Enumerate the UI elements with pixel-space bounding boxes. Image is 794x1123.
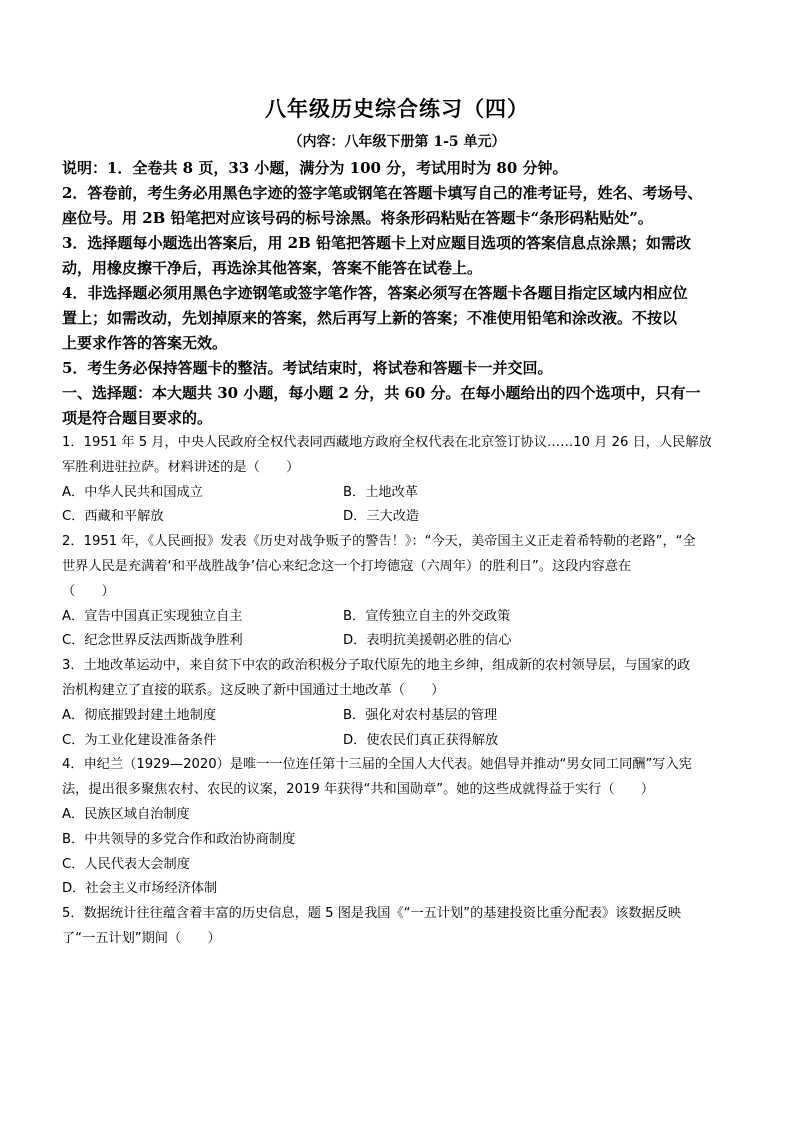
instruction-line: 4．非选择题必须用黑色字迹钢笔或签字笔作答，答案必须写在答题卡各题目指定区域内相应位 <box>62 284 688 302</box>
option-c: C．人民代表大会制度 <box>62 856 190 872</box>
options-row <box>62 505 732 530</box>
question-stem: 2．1951 年，《人民画报》发表《历史对战争贩子的警告！》：“今天，美帝国主义正走着希特勒的老路”，“全 <box>62 534 696 550</box>
section-heading-line: 项是符合题目要求的。 <box>62 409 213 427</box>
instruction-line: 3．选择题每小题选出答案后，用 2B 铅笔把答题卡上对应题目选项的答案信息点涂黑；如需改 <box>62 234 692 252</box>
options-row <box>62 629 732 654</box>
option-b: B．强化对农村基层的管理 <box>343 707 498 723</box>
instructions <box>62 156 732 381</box>
instruction-line: 上要求作答的答案无效。 <box>62 334 228 352</box>
option-d: D．使农民们真正获得解放 <box>343 732 499 748</box>
options-row <box>62 481 732 506</box>
options-row <box>62 729 732 754</box>
option-b: B．宣传独立自主的外交政策 <box>343 608 511 624</box>
question-5 <box>62 902 732 952</box>
question-4 <box>62 753 732 902</box>
question-stem: 世界人民是充满着‘和平战胜战争’信心来纪念这一个打垮德寇（六周年）的胜利日”。这段内容意在 <box>62 558 632 574</box>
option-d: D．三大改造 <box>343 509 420 525</box>
section-heading-line: 一、选择题：本大题共 30 小题，每小题 2 分，共 60 分。在每小题给出的四个选项中，只有一 <box>62 384 701 402</box>
question-2 <box>62 530 732 654</box>
instruction-line: 说明：1．全卷共 8 页，33 小题，满分为 100 分，考试用时为 80 分钟。 <box>62 159 568 177</box>
question-stem: 治机构建立了直接的联系。这反映了新中国通过土地改革（ ） <box>62 682 445 698</box>
question-stem: 4．申纪兰（1929—2020）是唯一一位连任第十三届的全国人大代表。她倡导并推动“男女同工同酬”写入宪 <box>62 757 692 773</box>
question-stem: 1．1951 年 5 月，中央人民政府全权代表同西藏地方政府全权代表在北京签订协议……10 月 26 日，人民解放 <box>62 435 712 450</box>
instruction-line: 2．答卷前，考生务必用黑色字迹的签字笔或钢笔在答题卡填写自己的准考证号，姓名、考场号、 <box>62 184 703 202</box>
question-stem: 3．土地改革运动中，来自贫下中农的政治积极分子取代原先的地主乡绅，组成新的农村领导层，与国家的政 <box>62 658 691 674</box>
option-d: D．社会主义市场经济体制 <box>62 881 218 897</box>
option-a: A．中华人民共和国成立 <box>62 484 203 500</box>
option-c: C．西藏和平解放 <box>62 509 164 525</box>
options-row <box>62 704 732 729</box>
option-b: B．土地改革 <box>343 484 418 500</box>
page-title: 八年级历史综合练习（四） <box>265 96 529 121</box>
option-a: A．宣告中国真正实现独立自主 <box>62 608 243 624</box>
option-c: C．纪念世界反法西斯战争胜利 <box>62 633 243 649</box>
option-d: D．表明抗美援朝必胜的信心 <box>343 633 512 649</box>
option-c: C．为工业化建设准备条件 <box>62 732 217 748</box>
instruction-line: 5．考生务必保持答题卡的整洁。考试结束时，将试卷和答题卡一并交回。 <box>62 359 553 377</box>
option-b: B．中共领导的多党合作和政治协商制度 <box>62 831 296 847</box>
question-3 <box>62 654 732 753</box>
instruction-line: 置上；如需改动，先划掉原来的答案，然后再写上新的答案；不准使用铅笔和涂改液。不按以 <box>62 309 678 327</box>
question-stem: （ ） <box>62 583 115 599</box>
option-a: A．彻底摧毁封建土地制度 <box>62 707 217 723</box>
exam-content <box>62 156 732 952</box>
question-1 <box>62 431 732 530</box>
question-stem: 5．数据统计往往蕴含着丰富的历史信息，题 5 图是我国《“一五计划”的基建投资比重分配表》该数据反映 <box>62 906 682 922</box>
options-row <box>62 605 732 630</box>
question-stem: 了“一五计划”期间（ ） <box>62 930 221 946</box>
instruction-line: 动，用橡皮擦干净后，再选涂其他答案，答案不能答在试卷上。 <box>62 259 483 277</box>
instruction-line: 座位号。用 2B 铅笔把对应该号码的标号涂黑。将条形码粘贴在答题卡“条形码粘贴处”。 <box>62 209 653 227</box>
question-stem: 法，提出很多聚焦农村、农民的议案，2019 年获得“共和国勋章”。她的这些成就得益于实行（ ） <box>62 782 655 798</box>
page-subtitle: （内容：八年级下册第 1-5 单元） <box>288 134 506 150</box>
question-stem: 军胜利进驻拉萨。材料讲述的是（ ） <box>62 459 300 475</box>
section-heading <box>62 381 732 431</box>
option-a: A．民族区域自治制度 <box>62 806 190 822</box>
